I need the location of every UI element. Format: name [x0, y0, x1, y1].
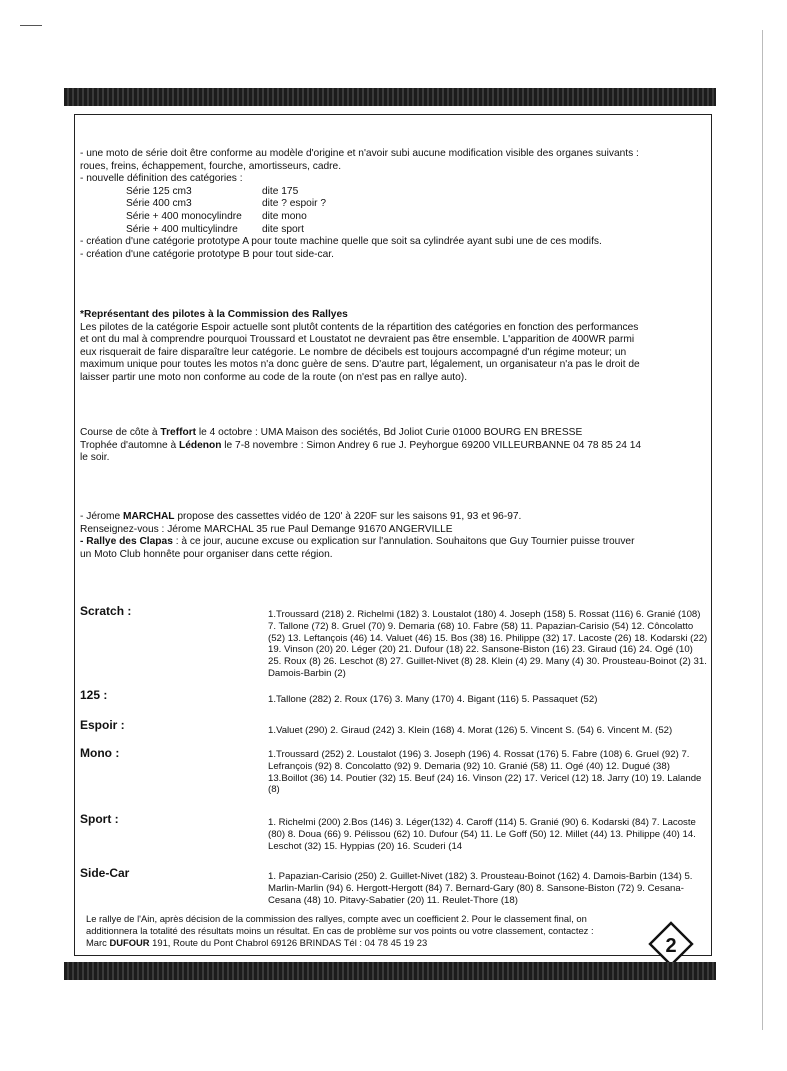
section-heading: *Représentant des pilotes à la Commission des Rallyes: [80, 309, 348, 320]
regulation-line: - nouvelle définition des catégories :: [80, 173, 243, 185]
result-category-text: 1. Richelmi (200) 2.Bos (146) 3. Léger(132) 4. Caroff (114) 5. Granié (90) 6. Kodarski (84) 7. Lacoste (80) 8. Doua (66) 9. Pélissou (62) 10. Dufour (54) 11. Le Goff (50) 12. Millet (44) 13. Philippe (40) 14. Leschot (32) 15. Hyppias (20) 16. Scuderi (14: [268, 817, 696, 852]
page-number: 2: [665, 935, 677, 957]
result-category-label: Sport :: [80, 812, 119, 826]
paragraph-line: eux risquerait de faire disparaître leur catégorie. Le nombre de décibels est toujours accompagné d'un régime moteur; un: [80, 346, 627, 358]
result-category-text: 1.Troussard (218) 2. Richelmi (182) 3. Loustalot (180) 4. Joseph (158) 5. Rossat (116) 6. Granié (108) 7. Tallone (72) 8. Gruel (70) 9. Demaria (68) 10. Fabre (58) 11. Papazian-Carisio (54) 12. Côncolatto (52) 13. Leftançois (46) 14. Valuet (46) 15. Bos (38) 16. Philippe (32) 17. Lacoste (26) 18. Kodarski (22) 19. Vinson (20) 20. Léger (20) 21. Dufour (18) 22. Sansone-Biston (16) 23. Giraud (16) 24. Ogé (10) 25. Roux (8) 26. Leschot (8) 27. Guillet-Nivet (8) 28. Klein (4) 29. Many (4) 30. Prousteau-Boinot (2) 31. Damois-Barbin (2): [268, 609, 708, 679]
paragraph-line: laisser partir une moto non conforme au code de la route (on n'est pas en rallye auto).: [80, 371, 468, 383]
footer-line: additionnera la totalité des résultats moins un résultat. En cas de problème sur vos points ou votre classement, contactez :: [86, 924, 594, 936]
event-line: le soir.: [80, 452, 110, 464]
paragraph-line: maximum unique pour toutes les motos n'a donc guère de sens. D'autre part, légalement, un organisateur n'a pas le droit de: [80, 359, 640, 371]
footer-line: Marc DUFOUR 191, Route du Pont Chabrol 69126 BRINDAS Tél : 04 78 45 19 23: [86, 936, 428, 948]
header-band: [64, 88, 716, 106]
footer-band: [64, 962, 716, 980]
paragraph-line: et ont du mal à comprendre pourquoi Troussard et Loustatot ne devraient pas être ensemble. L'apparition de 400WR parmi: [80, 334, 635, 346]
result-category-text: 1. Papazian-Carisio (250) 2. Guillet-Nivet (182) 3. Prousteau-Boinot (162) 4. Damois-Barbin (134) 5. Marlin-Marlin (94) 6. Hergott-Hergott (84) 7. Bernard-Gary (80) 8. Sansone-Biston (72) 9. Cesana-Cesana (48) 10. Pitavy-Sabatier (20) 11. Reulet-Thore (18): [268, 871, 693, 906]
event-line: Trophée d'automne à Lédenon le 7-8 novembre : Simon Andrey 6 rue J. Peyhorgue 69200 VILLEURBANNE 04 78 85 24 14: [80, 439, 642, 451]
category-item: Série + 400 multicylindre dite sport: [126, 223, 304, 235]
regulation-line: roues, freins, échappement, fourche, amortisseurs, cadre.: [80, 160, 342, 172]
result-category-text: 1.Troussard (252) 2. Loustalot (196) 3. Joseph (196) 4. Rossat (176) 5. Fabre (108) 6. Gruel (92) 7. Lefrançois (92) 8. Concolatto (92) 9. Demaria (92) 10. Granié (58) 11. Ogé (40) 12. Dugué (38) 13.Boillot (36) 14. Poutier (32) 15. Beuf (24) 16. Vinson (22) 17. Vericel (12) 18. Jarry (10) 19. Lalande (8): [268, 749, 702, 796]
category-item: Série 125 cm3 dite 175: [126, 185, 299, 197]
paragraph-line: Les pilotes de la catégorie Espoir actuelle sont plutôt contents de la répartition des catégories en fonction des performances: [80, 321, 639, 333]
result-category-text: 1.Tallone (282) 2. Roux (176) 3. Many (170) 4. Bigant (116) 5. Passaquet (52): [268, 694, 598, 705]
footer-line: Le rallye de l'Ain, après décision de la commission des rallyes, compte avec un coefficient 2. Pour le classement final, on: [86, 913, 587, 924]
result-category-label: 125 :: [80, 688, 108, 702]
page-number-badge: [648, 921, 694, 967]
category-item: Série 400 cm3 dite ? espoir ?: [126, 198, 326, 210]
result-category-label: Mono :: [80, 746, 120, 760]
result-category-label: Side-Car: [80, 866, 130, 880]
regulation-line: - une moto de série doit être conforme au modèle d'origine et n'avoir subi aucune modification visible des organes suivants :: [80, 148, 639, 159]
regulation-line: - création d'une catégorie prototype A pour toute machine quelle que soit sa cylindrée ayant subi une de ces modifs.: [80, 236, 602, 248]
events-section: [80, 427, 641, 465]
pilot-representative-section: [80, 309, 640, 385]
event-line: Course de côte à Treffort le 4 octobre : UMA Maison des sociétés, Bd Joliot Curie 01000 BOURG EN BRESSE: [80, 427, 583, 438]
news-line: Renseignez-vous : Jérome MARCHAL 35 rue Paul Demange 91670 ANGERVILLE: [80, 523, 453, 535]
news-section: [80, 511, 634, 561]
regulation-section: [80, 148, 639, 261]
news-line: un Moto Club honnête pour organiser dans cette région.: [80, 548, 333, 560]
result-category-label: Espoir :: [80, 718, 125, 732]
regulation-line: - création d'une catégorie prototype B pour tout side-car.: [80, 248, 334, 260]
footer-note: [86, 913, 594, 948]
scan-edge-line: [762, 30, 763, 1030]
result-category-text: 1.Valuet (290) 2. Giraud (242) 3. Klein (168) 4. Morat (126) 5. Vincent S. (54) 6. Vincent M. (52): [268, 725, 673, 736]
result-category-label: Scratch :: [80, 604, 132, 618]
news-line: - Jérome MARCHAL propose des cassettes vidéo de 120' à 220F sur les saisons 91, 93 et 96-97.: [80, 511, 522, 522]
news-line: - Rallye des Clapas : à ce jour, aucune excuse ou explication sur l'annulation. Souhaitons que Guy Tournier puisse trouver: [80, 536, 635, 548]
category-item: Série + 400 monocylindre dite mono: [126, 210, 307, 222]
scan-mark: [20, 25, 42, 26]
